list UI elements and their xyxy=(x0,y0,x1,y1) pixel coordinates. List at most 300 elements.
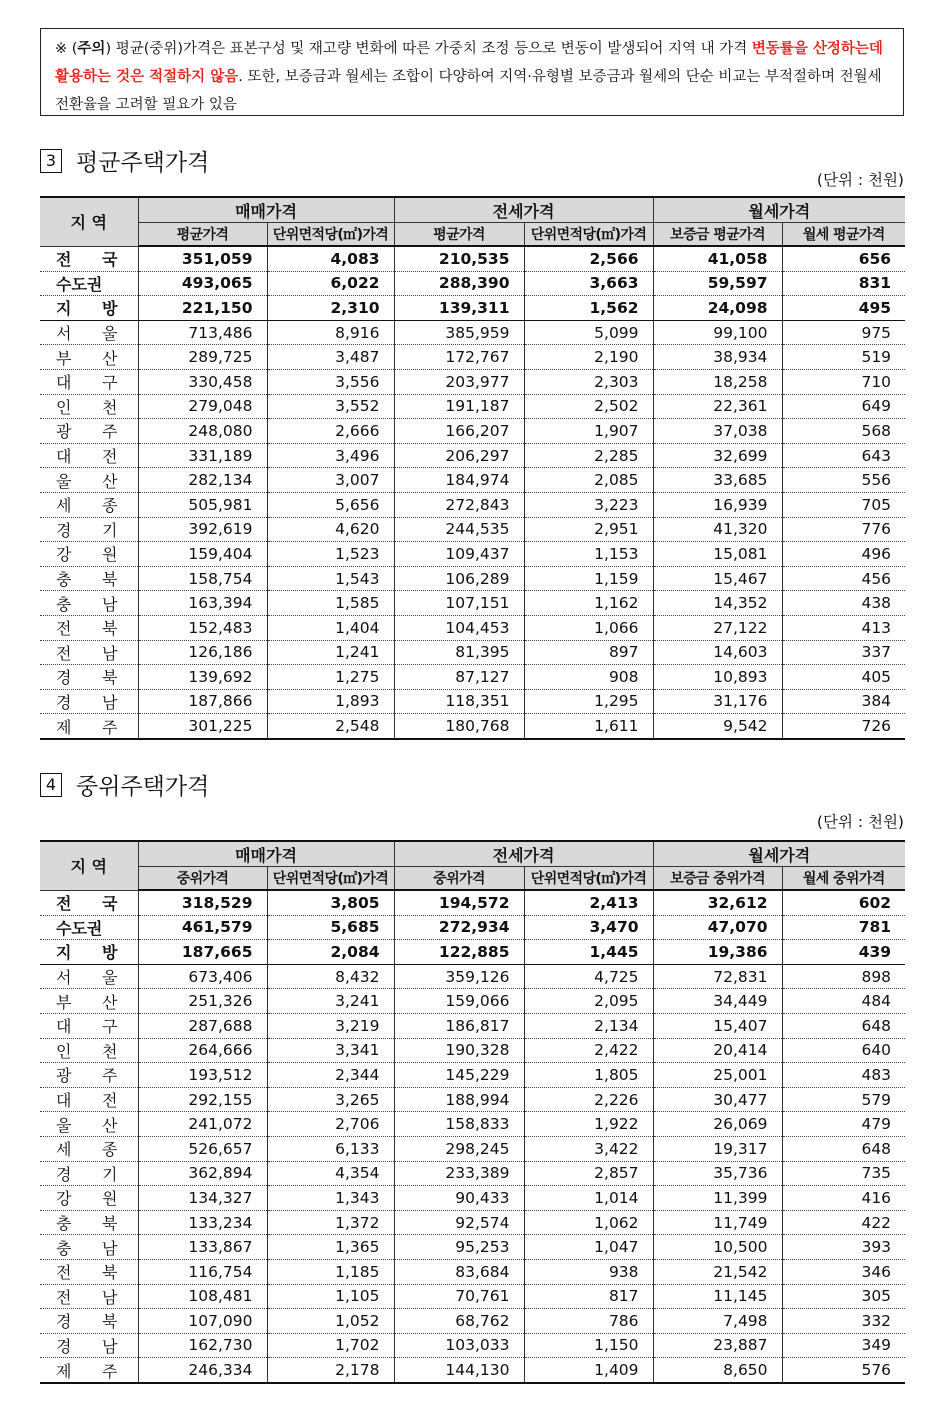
value-cell: 10,500 xyxy=(653,1235,782,1260)
value-cell: 139,311 xyxy=(394,296,524,321)
table-row xyxy=(40,1063,905,1088)
value-cell: 2,951 xyxy=(524,517,653,542)
value-cell: 710 xyxy=(782,369,905,394)
value-cell: 47,070 xyxy=(653,915,782,940)
value-cell: 496 xyxy=(782,542,905,567)
value-cell: 908 xyxy=(524,665,653,690)
value-cell: 1,445 xyxy=(524,940,653,965)
section-title-text: 중위주택가격 xyxy=(76,774,210,800)
header-sub: 평균가격 xyxy=(394,223,524,247)
value-cell: 817 xyxy=(524,1284,653,1309)
value-cell: 133,234 xyxy=(138,1210,267,1235)
table-row xyxy=(40,1210,905,1235)
value-cell: 1,047 xyxy=(524,1235,653,1260)
value-cell: 2,303 xyxy=(524,369,653,394)
table-row xyxy=(40,369,905,394)
table-row xyxy=(40,989,905,1014)
table-row xyxy=(40,1087,905,1112)
value-cell: 3,552 xyxy=(267,394,394,419)
value-cell: 166,207 xyxy=(394,419,524,444)
value-cell: 287,688 xyxy=(138,1013,267,1038)
value-cell: 1,153 xyxy=(524,542,653,567)
region-cell: 전 남 xyxy=(40,640,138,665)
value-cell: 246,334 xyxy=(138,1358,267,1383)
table-row xyxy=(40,915,905,940)
table-row xyxy=(40,1112,905,1137)
region-cell: 수도권 xyxy=(40,271,138,296)
value-cell: 602 xyxy=(782,890,905,915)
value-cell: 133,867 xyxy=(138,1235,267,1260)
region-cell: 충 남 xyxy=(40,1235,138,1260)
value-cell: 556 xyxy=(782,468,905,493)
value-cell: 938 xyxy=(524,1259,653,1284)
section-title-median xyxy=(40,768,209,801)
value-cell: 109,437 xyxy=(394,542,524,567)
region-cell: 인 천 xyxy=(40,394,138,419)
value-cell: 187,665 xyxy=(138,940,267,965)
section-number: 3 xyxy=(40,149,62,173)
table-row xyxy=(40,714,905,739)
header-sub: 보증금 중위가격 xyxy=(653,867,782,891)
value-cell: 152,483 xyxy=(138,615,267,640)
value-cell: 210,535 xyxy=(394,246,524,271)
region-cell: 수도권 xyxy=(40,915,138,940)
value-cell: 318,529 xyxy=(138,890,267,915)
value-cell: 2,344 xyxy=(267,1063,394,1088)
region-cell: 대 전 xyxy=(40,1087,138,1112)
median-price-table xyxy=(40,840,905,1384)
value-cell: 2,095 xyxy=(524,989,653,1014)
value-cell: 422 xyxy=(782,1210,905,1235)
table-row xyxy=(40,1235,905,1260)
value-cell: 3,341 xyxy=(267,1038,394,1063)
region-cell: 대 전 xyxy=(40,443,138,468)
header-sub: 중위가격 xyxy=(138,867,267,891)
table-row xyxy=(40,246,905,271)
note-red-text: 변동률을 산정하는데 활용하는 것은 적절하지 않음 xyxy=(55,41,883,85)
value-cell: 288,390 xyxy=(394,271,524,296)
value-cell: 438 xyxy=(782,591,905,616)
value-cell: 2,422 xyxy=(524,1038,653,1063)
table-row xyxy=(40,419,905,444)
value-cell: 1,805 xyxy=(524,1063,653,1088)
value-cell: 139,692 xyxy=(138,665,267,690)
value-cell: 163,394 xyxy=(138,591,267,616)
value-cell: 648 xyxy=(782,1013,905,1038)
note-bold: 주의 xyxy=(77,41,106,57)
region-cell: 인 천 xyxy=(40,1038,138,1063)
value-cell: 1,052 xyxy=(267,1309,394,1334)
value-cell: 272,934 xyxy=(394,915,524,940)
value-cell: 118,351 xyxy=(394,689,524,714)
value-cell: 116,754 xyxy=(138,1259,267,1284)
value-cell: 568 xyxy=(782,419,905,444)
value-cell: 1,365 xyxy=(267,1235,394,1260)
value-cell: 144,130 xyxy=(394,1358,524,1383)
value-cell: 495 xyxy=(782,296,905,321)
value-cell: 1,185 xyxy=(267,1259,394,1284)
table-row xyxy=(40,320,905,345)
value-cell: 14,603 xyxy=(653,640,782,665)
table-row xyxy=(40,1333,905,1358)
table-row xyxy=(40,1284,905,1309)
value-cell: 126,186 xyxy=(138,640,267,665)
region-cell: 충 북 xyxy=(40,566,138,591)
value-cell: 640 xyxy=(782,1038,905,1063)
value-cell: 3,223 xyxy=(524,492,653,517)
value-cell: 643 xyxy=(782,443,905,468)
region-cell: 부 산 xyxy=(40,345,138,370)
value-cell: 158,833 xyxy=(394,1112,524,1137)
value-cell: 405 xyxy=(782,665,905,690)
value-cell: 184,974 xyxy=(394,468,524,493)
value-cell: 1,295 xyxy=(524,689,653,714)
value-cell: 6,133 xyxy=(267,1136,394,1161)
region-cell: 대 구 xyxy=(40,369,138,394)
note-mark: ※ ( xyxy=(55,41,78,57)
value-cell: 106,289 xyxy=(394,566,524,591)
table-row xyxy=(40,345,905,370)
header-group: 전세가격 xyxy=(394,841,653,867)
value-cell: 519 xyxy=(782,345,905,370)
table-row xyxy=(40,468,905,493)
value-cell: 107,090 xyxy=(138,1309,267,1334)
table-row xyxy=(40,615,905,640)
value-cell: 362,894 xyxy=(138,1161,267,1186)
value-cell: 22,361 xyxy=(653,394,782,419)
value-cell: 83,684 xyxy=(394,1259,524,1284)
region-cell: 충 남 xyxy=(40,591,138,616)
value-cell: 649 xyxy=(782,394,905,419)
value-cell: 145,229 xyxy=(394,1063,524,1088)
value-cell: 786 xyxy=(524,1309,653,1334)
value-cell: 10,893 xyxy=(653,665,782,690)
header-group: 매매가격 xyxy=(138,197,394,223)
value-cell: 1,893 xyxy=(267,689,394,714)
value-cell: 726 xyxy=(782,714,905,739)
value-cell: 35,736 xyxy=(653,1161,782,1186)
table-row xyxy=(40,517,905,542)
value-cell: 282,134 xyxy=(138,468,267,493)
value-cell: 2,226 xyxy=(524,1087,653,1112)
header-group: 월세가격 xyxy=(653,841,905,867)
header-group: 매매가격 xyxy=(138,841,394,867)
value-cell: 4,725 xyxy=(524,964,653,989)
value-cell: 107,151 xyxy=(394,591,524,616)
value-cell: 206,297 xyxy=(394,443,524,468)
value-cell: 3,805 xyxy=(267,890,394,915)
value-cell: 103,033 xyxy=(394,1333,524,1358)
value-cell: 3,556 xyxy=(267,369,394,394)
value-cell: 781 xyxy=(782,915,905,940)
region-cell: 경 남 xyxy=(40,1333,138,1358)
value-cell: 576 xyxy=(782,1358,905,1383)
unit-label: (단위 : 천원) xyxy=(816,813,904,831)
header-sub: 평균가격 xyxy=(138,223,267,247)
value-cell: 41,320 xyxy=(653,517,782,542)
value-cell: 241,072 xyxy=(138,1112,267,1137)
value-cell: 3,265 xyxy=(267,1087,394,1112)
region-cell: 전 국 xyxy=(40,890,138,915)
value-cell: 264,666 xyxy=(138,1038,267,1063)
value-cell: 23,887 xyxy=(653,1333,782,1358)
value-cell: 1,105 xyxy=(267,1284,394,1309)
region-cell: 제 주 xyxy=(40,1358,138,1383)
region-cell: 경 북 xyxy=(40,665,138,690)
value-cell: 162,730 xyxy=(138,1333,267,1358)
value-cell: 1,062 xyxy=(524,1210,653,1235)
value-cell: 292,155 xyxy=(138,1087,267,1112)
value-cell: 81,395 xyxy=(394,640,524,665)
region-cell: 강 원 xyxy=(40,1186,138,1211)
value-cell: 484 xyxy=(782,989,905,1014)
region-cell: 강 원 xyxy=(40,542,138,567)
value-cell: 32,612 xyxy=(653,890,782,915)
value-cell: 2,548 xyxy=(267,714,394,739)
value-cell: 158,754 xyxy=(138,566,267,591)
value-cell: 4,620 xyxy=(267,517,394,542)
value-cell: 3,470 xyxy=(524,915,653,940)
region-cell: 광 주 xyxy=(40,1063,138,1088)
table-row xyxy=(40,689,905,714)
header-sub: 중위가격 xyxy=(394,867,524,891)
value-cell: 2,706 xyxy=(267,1112,394,1137)
region-cell: 충 북 xyxy=(40,1210,138,1235)
value-cell: 251,326 xyxy=(138,989,267,1014)
value-cell: 289,725 xyxy=(138,345,267,370)
region-cell: 경 남 xyxy=(40,689,138,714)
value-cell: 11,145 xyxy=(653,1284,782,1309)
value-cell: 456 xyxy=(782,566,905,591)
value-cell: 25,001 xyxy=(653,1063,782,1088)
value-cell: 1,150 xyxy=(524,1333,653,1358)
table-row xyxy=(40,964,905,989)
value-cell: 3,496 xyxy=(267,443,394,468)
value-cell: 384 xyxy=(782,689,905,714)
value-cell: 5,099 xyxy=(524,320,653,345)
region-cell: 전 국 xyxy=(40,246,138,271)
value-cell: 1,907 xyxy=(524,419,653,444)
average-price-table xyxy=(40,196,905,740)
region-cell: 세 종 xyxy=(40,492,138,517)
value-cell: 393 xyxy=(782,1235,905,1260)
value-cell: 203,977 xyxy=(394,369,524,394)
value-cell: 30,477 xyxy=(653,1087,782,1112)
table-row xyxy=(40,394,905,419)
value-cell: 19,386 xyxy=(653,940,782,965)
table-row xyxy=(40,940,905,965)
value-cell: 3,487 xyxy=(267,345,394,370)
value-cell: 134,327 xyxy=(138,1186,267,1211)
value-cell: 359,126 xyxy=(394,964,524,989)
value-cell: 92,574 xyxy=(394,1210,524,1235)
value-cell: 2,190 xyxy=(524,345,653,370)
header-region: 지 역 xyxy=(40,841,138,890)
value-cell: 18,258 xyxy=(653,369,782,394)
table-row xyxy=(40,492,905,517)
value-cell: 24,098 xyxy=(653,296,782,321)
value-cell: 180,768 xyxy=(394,714,524,739)
value-cell: 33,685 xyxy=(653,468,782,493)
value-cell: 898 xyxy=(782,964,905,989)
value-cell: 4,354 xyxy=(267,1161,394,1186)
value-cell: 1,343 xyxy=(267,1186,394,1211)
value-cell: 5,685 xyxy=(267,915,394,940)
value-cell: 11,399 xyxy=(653,1186,782,1211)
region-cell: 지 방 xyxy=(40,296,138,321)
value-cell: 90,433 xyxy=(394,1186,524,1211)
value-cell: 8,650 xyxy=(653,1358,782,1383)
table-row xyxy=(40,566,905,591)
table-row xyxy=(40,665,905,690)
value-cell: 19,317 xyxy=(653,1136,782,1161)
table-row xyxy=(40,1259,905,1284)
value-cell: 87,127 xyxy=(394,665,524,690)
value-cell: 337 xyxy=(782,640,905,665)
value-cell: 6,022 xyxy=(267,271,394,296)
region-cell: 대 구 xyxy=(40,1013,138,1038)
value-cell: 5,656 xyxy=(267,492,394,517)
value-cell: 2,666 xyxy=(267,419,394,444)
value-cell: 3,663 xyxy=(524,271,653,296)
value-cell: 526,657 xyxy=(138,1136,267,1161)
region-cell: 서 울 xyxy=(40,964,138,989)
value-cell: 1,922 xyxy=(524,1112,653,1137)
value-cell: 1,241 xyxy=(267,640,394,665)
value-cell: 20,414 xyxy=(653,1038,782,1063)
header-region: 지 역 xyxy=(40,197,138,246)
value-cell: 186,817 xyxy=(394,1013,524,1038)
region-cell: 울 산 xyxy=(40,1112,138,1137)
value-cell: 1,409 xyxy=(524,1358,653,1383)
value-cell: 8,916 xyxy=(267,320,394,345)
header-sub: 월세 평균가격 xyxy=(782,223,905,247)
value-cell: 272,843 xyxy=(394,492,524,517)
value-cell: 37,038 xyxy=(653,419,782,444)
section-number: 4 xyxy=(40,773,62,797)
value-cell: 2,084 xyxy=(267,940,394,965)
value-cell: 2,134 xyxy=(524,1013,653,1038)
value-cell: 349 xyxy=(782,1333,905,1358)
value-cell: 332 xyxy=(782,1309,905,1334)
value-cell: 108,481 xyxy=(138,1284,267,1309)
value-cell: 99,100 xyxy=(653,320,782,345)
table-row xyxy=(40,296,905,321)
value-cell: 479 xyxy=(782,1112,905,1137)
value-cell: 1,585 xyxy=(267,591,394,616)
value-cell: 439 xyxy=(782,940,905,965)
header-group: 월세가격 xyxy=(653,197,905,223)
value-cell: 2,085 xyxy=(524,468,653,493)
header-sub: 월세 중위가격 xyxy=(782,867,905,891)
value-cell: 16,939 xyxy=(653,492,782,517)
value-cell: 11,749 xyxy=(653,1210,782,1235)
value-cell: 831 xyxy=(782,271,905,296)
region-cell: 전 남 xyxy=(40,1284,138,1309)
value-cell: 70,761 xyxy=(394,1284,524,1309)
value-cell: 3,241 xyxy=(267,989,394,1014)
value-cell: 193,512 xyxy=(138,1063,267,1088)
value-cell: 72,831 xyxy=(653,964,782,989)
value-cell: 1,562 xyxy=(524,296,653,321)
value-cell: 104,453 xyxy=(394,615,524,640)
region-cell: 부 산 xyxy=(40,989,138,1014)
header-sub: 보증금 평균가격 xyxy=(653,223,782,247)
value-cell: 191,187 xyxy=(394,394,524,419)
value-cell: 187,866 xyxy=(138,689,267,714)
value-cell: 392,619 xyxy=(138,517,267,542)
table-row xyxy=(40,1136,905,1161)
value-cell: 305 xyxy=(782,1284,905,1309)
value-cell: 21,542 xyxy=(653,1259,782,1284)
value-cell: 15,467 xyxy=(653,566,782,591)
value-cell: 188,994 xyxy=(394,1087,524,1112)
value-cell: 1,702 xyxy=(267,1333,394,1358)
region-cell: 광 주 xyxy=(40,419,138,444)
value-cell: 301,225 xyxy=(138,714,267,739)
header-group: 전세가격 xyxy=(394,197,653,223)
value-cell: 2,285 xyxy=(524,443,653,468)
value-cell: 705 xyxy=(782,492,905,517)
value-cell: 1,543 xyxy=(267,566,394,591)
value-cell: 2,502 xyxy=(524,394,653,419)
table-row xyxy=(40,1161,905,1186)
value-cell: 3,007 xyxy=(267,468,394,493)
value-cell: 7,498 xyxy=(653,1309,782,1334)
value-cell: 346 xyxy=(782,1259,905,1284)
table-row xyxy=(40,271,905,296)
value-cell: 159,066 xyxy=(394,989,524,1014)
table-row xyxy=(40,1038,905,1063)
value-cell: 385,959 xyxy=(394,320,524,345)
region-cell: 경 기 xyxy=(40,517,138,542)
value-cell: 1,523 xyxy=(267,542,394,567)
table-row xyxy=(40,443,905,468)
section-title-average xyxy=(40,144,209,177)
value-cell: 32,699 xyxy=(653,443,782,468)
value-cell: 331,189 xyxy=(138,443,267,468)
note-text-2: . 또한, 보증금과 월세는 조합이 다양하여 지역·유형별 보증금과 월세의 단순 비교는 부적절하며 전월세전환율을 고려할 필요가 있음 xyxy=(55,69,882,113)
value-cell: 95,253 xyxy=(394,1235,524,1260)
value-cell: 1,611 xyxy=(524,714,653,739)
region-cell: 경 북 xyxy=(40,1309,138,1334)
value-cell: 31,176 xyxy=(653,689,782,714)
value-cell: 279,048 xyxy=(138,394,267,419)
value-cell: 122,885 xyxy=(394,940,524,965)
value-cell: 3,422 xyxy=(524,1136,653,1161)
value-cell: 172,767 xyxy=(394,345,524,370)
value-cell: 656 xyxy=(782,246,905,271)
table-row xyxy=(40,1358,905,1383)
region-cell: 전 북 xyxy=(40,1259,138,1284)
value-cell: 2,857 xyxy=(524,1161,653,1186)
value-cell: 330,458 xyxy=(138,369,267,394)
value-cell: 34,449 xyxy=(653,989,782,1014)
header-sub: 단위면적당(㎡)가격 xyxy=(267,223,394,247)
value-cell: 505,981 xyxy=(138,492,267,517)
header-sub: 단위면적당(㎡)가격 xyxy=(267,867,394,891)
value-cell: 38,934 xyxy=(653,345,782,370)
header-sub: 단위면적당(㎡)가격 xyxy=(524,223,653,247)
region-cell: 지 방 xyxy=(40,940,138,965)
value-cell: 483 xyxy=(782,1063,905,1088)
table-row xyxy=(40,1186,905,1211)
region-cell: 울 산 xyxy=(40,468,138,493)
table-row xyxy=(40,591,905,616)
value-cell: 298,245 xyxy=(394,1136,524,1161)
value-cell: 1,159 xyxy=(524,566,653,591)
value-cell: 27,122 xyxy=(653,615,782,640)
